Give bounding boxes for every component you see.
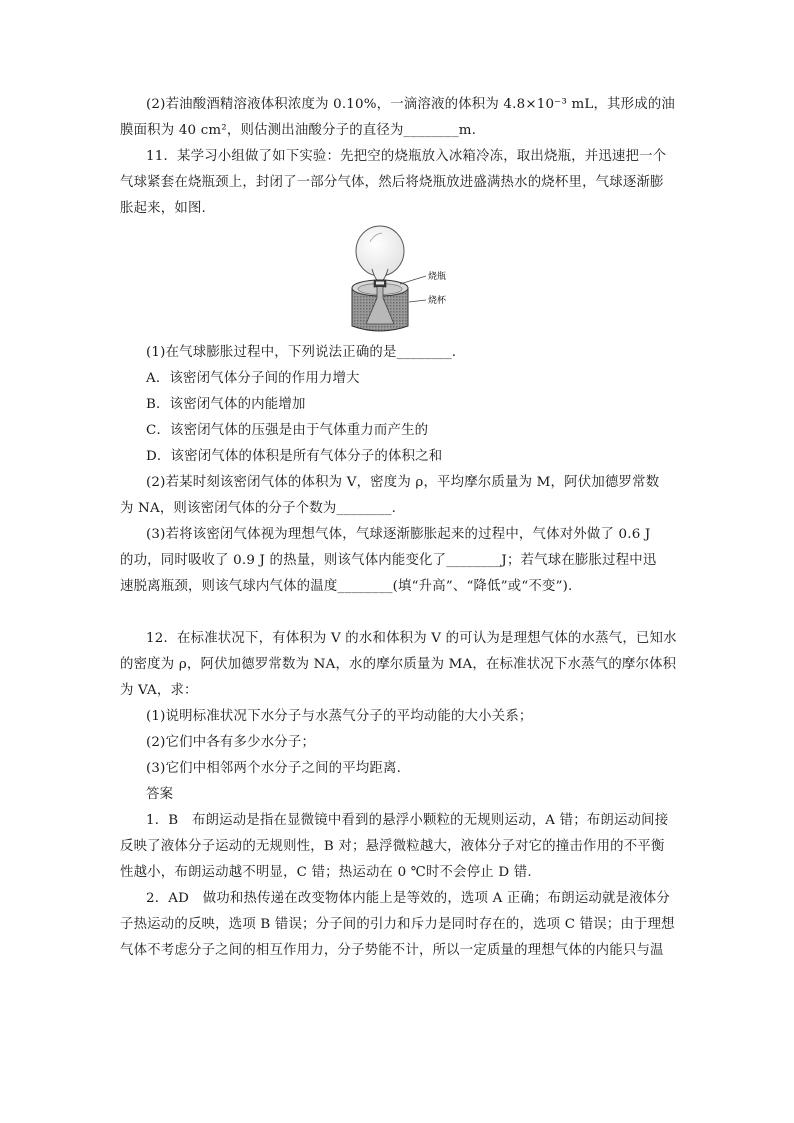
option-a: A．该密闭气体分子间的作用力增大 <box>146 371 360 386</box>
text-line: 的密度为 ρ，阿伏加德罗常数为 NA，水的摩尔质量为 MA，在标准状况下水蒸气的摩尔体积 <box>120 657 677 672</box>
text-line: 速脱离瓶颈，则该气球内气体的温度________(填“升高”、“降低”或“不变”). <box>120 579 573 594</box>
flask-label: 烧瓶 <box>428 272 447 282</box>
sub-question-3: (3)它们中相邻两个水分子之间的平均距离. <box>146 761 402 776</box>
question-12-line: 12．在标准状况下，有体积为 V 的水和体积为 V 的可认为是理想气体的水蒸气，已知水 <box>146 631 677 646</box>
sub-question-2: (2)若某时刻该密闭气体的体积为 V，密度为 ρ，平均摩尔质量为 M，阿伏加德罗常数 <box>146 475 660 490</box>
sub-question-1: (1)在气球膨胀过程中，下列说法正确的是________. <box>146 345 457 360</box>
text-line: 子热运动的反映，选项 B 错误；分子间的引力和斥力是同时存在的，选项 C 错误；由于理想 <box>120 917 675 932</box>
answers-heading: 答案 <box>146 787 174 802</box>
beaker-label: 烧杯 <box>428 296 447 306</box>
text-line: (2)若油酸酒精溶液体积浓度为 0.10%，一滴溶液的体积为 4.8×10⁻³ mL，其形成的油 <box>146 97 676 112</box>
question-11-line: 11．某学习小组做了如下实验：先把空的烧瓶放入冰箱冷冻，取出烧瓶，并迅速把一个 <box>146 149 667 164</box>
text-line: 为 NA，则该密闭气体的分子个数为________. <box>120 501 397 516</box>
text-line: 为 VA，求： <box>120 683 198 698</box>
answer-1-line: 1．B 布朗运动是指在显微镜中看到的悬浮小颗粒的无规则运动，A 错；布朗运动间接 <box>146 813 669 828</box>
flask-balloon-diagram <box>342 224 502 340</box>
text-line: 的功，同时吸收了 0.9 J 的热量，则该气体内能变化了________J；若气球在膨胀过程中迅 <box>120 553 657 568</box>
text-line: 膜面积为 40 cm²，则估测出油酸分子的直径为________m. <box>120 123 477 138</box>
option-b: B．该密闭气体的内能增加 <box>146 397 306 412</box>
text-line: 气球紧套在烧瓶颈上，封闭了一部分气体，然后将烧瓶放进盛满热水的烧杯里，气球逐渐膨 <box>120 175 664 190</box>
text-line: 性越小，布朗运动越不明显，C 错；热运动在 0 ℃时不会停止 D 错. <box>120 865 532 880</box>
sub-question-2: (2)它们中各有多少水分子； <box>146 735 316 750</box>
option-d: D．该密闭气体的体积是所有气体分子的体积之和 <box>146 449 443 464</box>
text-line: 胀起来，如图. <box>120 201 206 216</box>
answer-2-line: 2．AD 做功和热传递在改变物体内能上是等效的，选项 A 正确；布朗运动就是液体分 <box>146 891 670 906</box>
flask-balloon-figure <box>120 224 675 340</box>
text-line: 反映了液体分子运动的无规则性，B 对；悬浮微粒越大，液体分子对它的撞击作用的不平衡 <box>120 839 665 854</box>
document-page <box>120 92 675 964</box>
sub-question-1: (1)说明标准状况下水分子与水蒸气分子的平均动能的大小关系； <box>146 709 533 724</box>
text-line: 气体不考虑分子之间的相互作用力，分子势能不计，所以一定质量的理想气体的内能只与温 <box>120 943 664 958</box>
option-c: C．该密闭气体的压强是由于气体重力而产生的 <box>146 423 429 438</box>
sub-question-3: (3)若将该密闭气体视为理想气体，气球逐渐膨胀起来的过程中，气体对外做了 0.6 J <box>146 527 651 542</box>
